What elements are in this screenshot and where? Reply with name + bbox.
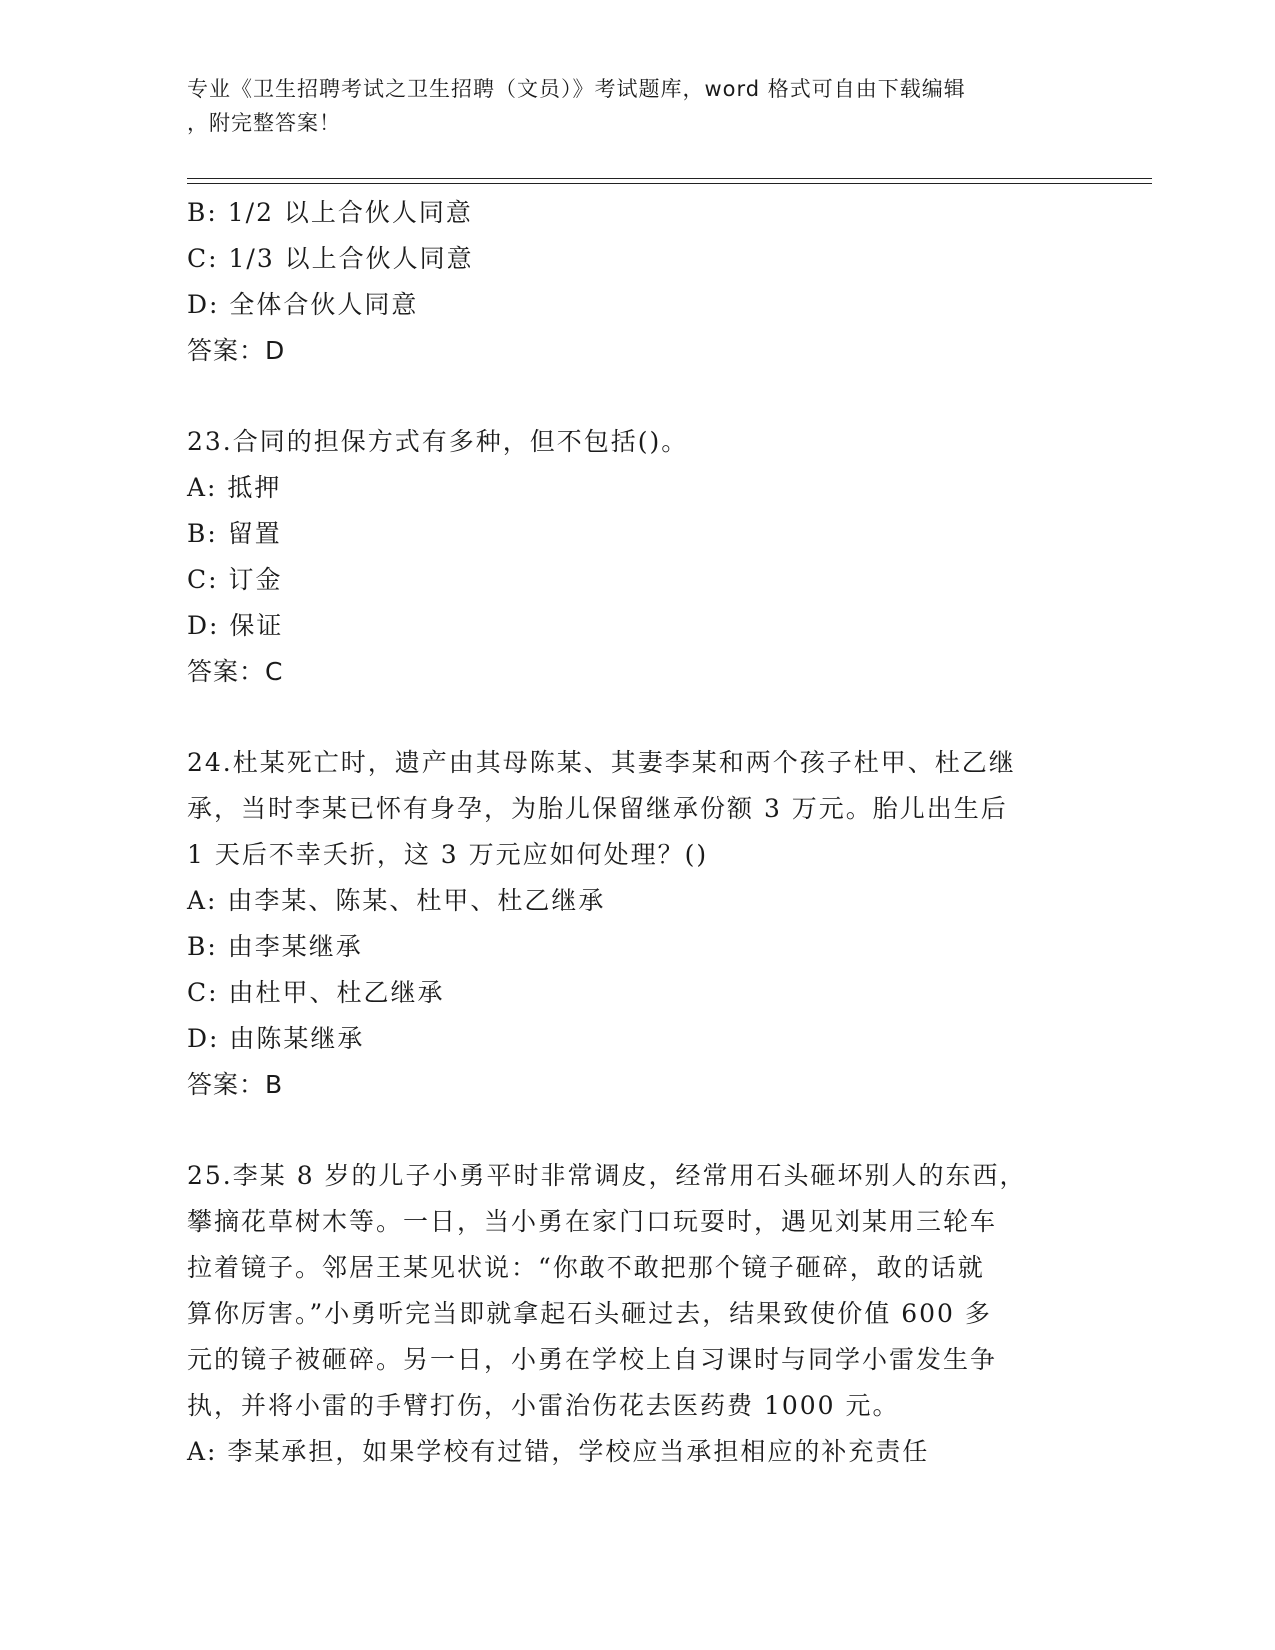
question-list <box>187 190 1087 1475</box>
option-b: B: 1/2 以上合伙人同意 <box>187 198 473 227</box>
question-stem-line: 攀摘花草树木等。一日，当小勇在家门口玩耍时，遇见刘某用三轮车 <box>187 1207 998 1236</box>
option-d: D: 全体合伙人同意 <box>187 290 419 319</box>
document-header <box>187 72 1077 140</box>
question-stem-line: 拉着镜子。邻居王某见状说：“你敢不敢把那个镜子砸碎，敢的话就 <box>187 1253 985 1282</box>
question-stem-line: 25.李某 8 岁的儿子小勇平时非常调皮，经常用石头砸坏别人的东西， <box>187 1161 1027 1190</box>
spacer <box>187 1108 1087 1153</box>
header-title-line: 专业《卫生招聘考试之卫生招聘（文员）》考试题库，word 格式可自由下载编辑 <box>187 77 966 101</box>
answer-line: 答案：D <box>187 336 286 365</box>
question-stem-line: 24.杜某死亡时，遗产由其母陈某、其妻李某和两个孩子杜甲、杜乙继 <box>187 748 1016 777</box>
question-stem-line: 元的镜子被砸碎。另一日，小勇在学校上自习课时与同学小雷发生争 <box>187 1345 998 1374</box>
option-b: B: 由李某继承 <box>187 932 363 961</box>
option-b: B: 留置 <box>187 519 282 548</box>
question-stem-line: 算你厉害。”小勇听完当即就拿起石头砸过去，结果致使价值 600 多 <box>187 1299 992 1328</box>
question-24 <box>187 740 1087 1108</box>
question-stem-line: 承，当时李某已怀有身孕，为胎儿保留继承份额 3 万元。胎儿出生后 <box>187 794 1008 823</box>
option-c: C: 1/3 以上合伙人同意 <box>187 244 474 273</box>
question-22-tail <box>187 190 1087 374</box>
option-a: A: 抵押 <box>187 473 282 502</box>
answer-line: 答案：C <box>187 657 284 686</box>
question-stem-line: 1 天后不幸夭折，这 3 万元应如何处理？() <box>187 840 709 869</box>
question-23 <box>187 419 1087 695</box>
header-divider-top <box>187 178 1152 179</box>
header-title-line-continued: ，附完整答案！ <box>187 111 341 135</box>
spacer <box>187 695 1087 740</box>
option-c: C: 订金 <box>187 565 283 594</box>
option-c: C: 由杜甲、杜乙继承 <box>187 978 445 1007</box>
spacer <box>187 374 1087 419</box>
option-d: D: 由陈某继承 <box>187 1024 365 1053</box>
option-d: D: 保证 <box>187 611 284 640</box>
header-divider-bottom <box>187 183 1152 184</box>
question-stem: 23.合同的担保方式有多种，但不包括()。 <box>187 427 689 456</box>
question-stem-line: 执，并将小雷的手臂打伤，小雷治伤花去医药费 1000 元。 <box>187 1391 900 1420</box>
question-25 <box>187 1153 1087 1475</box>
option-a: A: 李某承担，如果学校有过错，学校应当承担相应的补充责任 <box>187 1437 930 1466</box>
answer-line: 答案：B <box>187 1070 284 1099</box>
option-a: A: 由李某、陈某、杜甲、杜乙继承 <box>187 886 606 915</box>
